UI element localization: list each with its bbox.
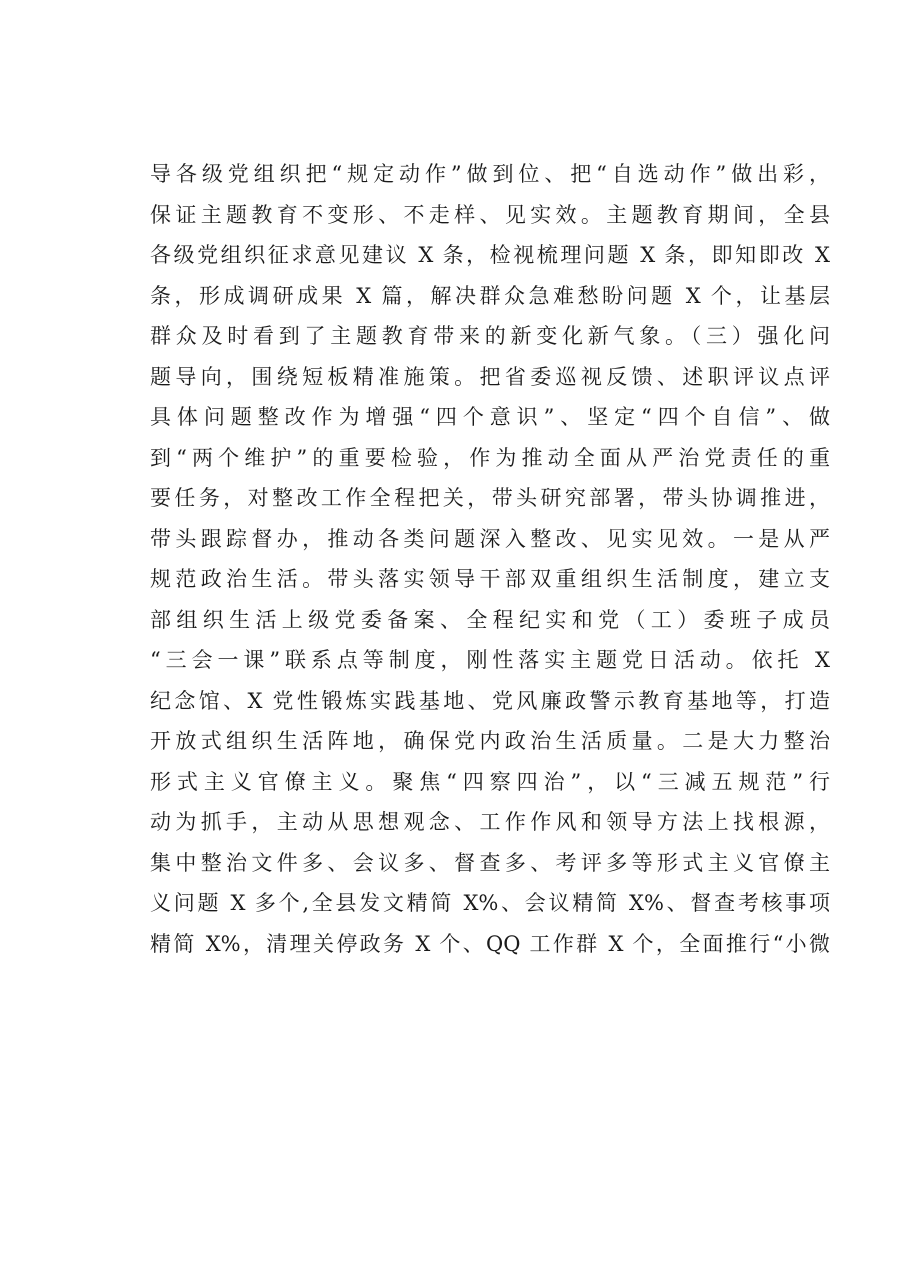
text-line: 保证主题教育不变形、不走样、见实效。主题教育期间，全县: [150, 202, 830, 227]
text-line: 规范政治生活。带头落实领导干部双重组织生活制度，建立支: [150, 567, 830, 591]
text-line: 题导向，围绕短板精准施策。把省委巡视反馈、述职评议点评: [150, 364, 830, 389]
text-line: 带头跟踪督办，推动各类问题深入整改、见实见效。一是从严: [150, 526, 830, 551]
text-line: 各级党组织征求意见建议 X 条，检视梳理问题 X 条，即知即改 X: [150, 243, 830, 267]
text-line: 形式主义官僚主义。聚焦“四察四治”，以“三减五规范”行: [150, 769, 830, 794]
text-line: 动为抓手，主动从思想观念、工作作风和领导方法上找根源，: [150, 810, 830, 834]
text-line: “三会一课”联系点等制度，刚性落实主题党日活动。依托 X: [150, 648, 830, 672]
text-line: 集中整治文件多、会议多、督查多、考评多等形式主义官僚主: [150, 850, 830, 875]
text-line: 条，形成调研成果 X 篇，解决群众急难愁盼问题 X 个，让基层: [150, 283, 830, 308]
text-line: 精简 X%，清理关停政务 X 个、QQ 工作群 X 个，全面推行“小微: [150, 931, 830, 956]
body-paragraph: [150, 154, 830, 964]
text-line: 群众及时看到了主题教育带来的新变化新气象。（三）强化问: [150, 324, 830, 348]
text-line: 部组织生活上级党委备案、全程纪实和党（工）委班子成员: [150, 607, 830, 632]
text-line: 纪念馆、X 党性锻炼实践基地、党风廉政警示教育基地等，打造: [150, 688, 830, 713]
text-line: 义问题 X 多个,全县发文精简 X%、会议精简 X%、督查考核事项: [150, 891, 830, 915]
text-line: 导各级党组织把“规定动作”做到位、把“自选动作”做出彩，: [150, 162, 830, 186]
text-line: 具体问题整改作为增强“四个意识”、坚定“四个自信”、做: [150, 405, 830, 429]
text-line: 到“两个维护”的重要检验，作为推动全面从严治党责任的重: [150, 445, 830, 470]
text-line: 开放式组织生活阵地，确保党内政治生活质量。二是大力整治: [150, 729, 830, 753]
text-line: 要任务，对整改工作全程把关，带头研究部署，带头协调推进，: [150, 486, 830, 510]
